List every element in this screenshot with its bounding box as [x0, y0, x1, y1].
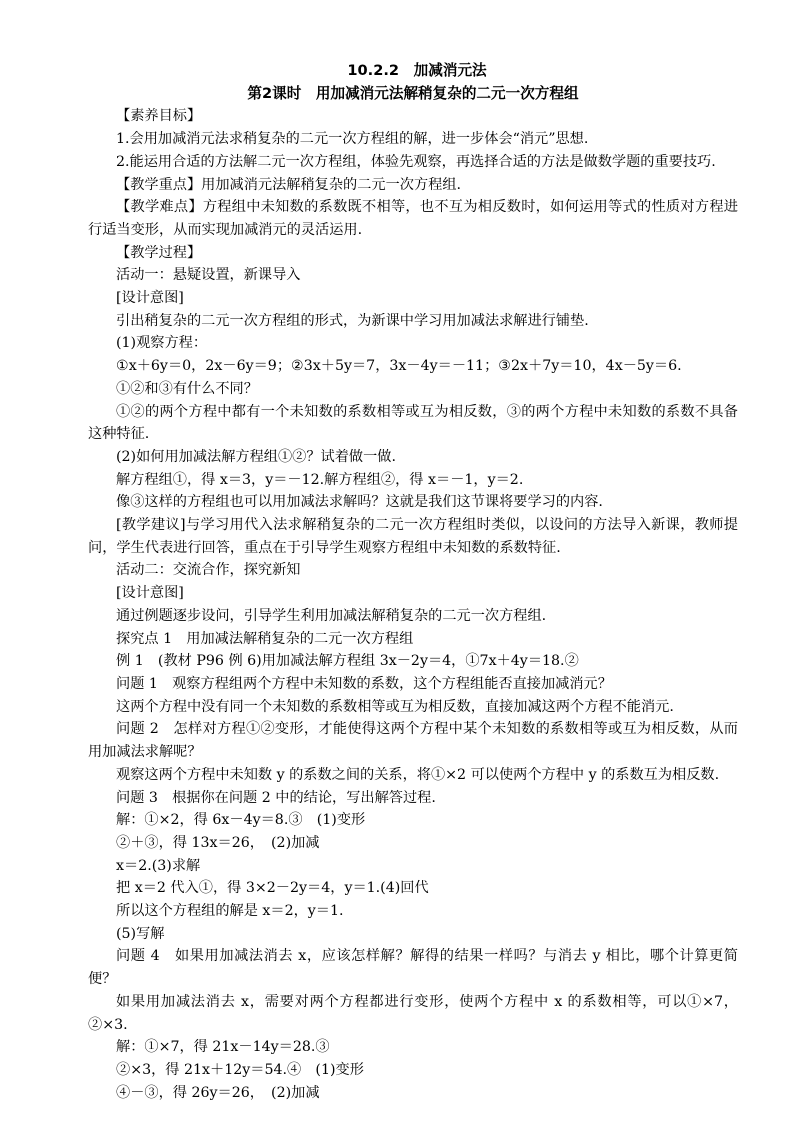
- section-title: 10.2.2 加减消元法: [347, 62, 487, 79]
- paragraph: 问题 3 根据你在问题 2 中的结论，写出解答过程.: [116, 789, 436, 806]
- paragraph: ②×3，得 21x＋12y＝54.④ (1)变形: [116, 1061, 364, 1078]
- paragraph: [教学建议]与学习用代入法求解稍复杂的二元一次方程组时类似，以设问的方法导入新课，教师提问，学生代表进行回答，重点在于引导学生观察方程组中未知数的系数特征.: [88, 517, 738, 556]
- paragraph: 探究点 1 用加减法解稍复杂的二元一次方程组: [116, 630, 414, 647]
- paragraph: ④－③，得 26y＝26， (2)加减: [116, 1084, 320, 1101]
- paragraph: 例 1 (教材 P96 例 6)用加减法解方程组 3x－2y＝4，①7x＋4y＝18.②: [116, 653, 579, 670]
- paragraph: 1.会用加减消元法求稍复杂的二元一次方程组的解，进一步体会“消元”思想.: [116, 131, 589, 148]
- paragraph: 【素养目标】: [116, 108, 202, 125]
- document-body: [88, 105, 738, 1104]
- paragraph: 把 x＝2 代入①，得 3×2－2y＝4，y＝1.(4)回代: [116, 880, 429, 897]
- paragraph: ①②和③有什么不同？: [116, 380, 258, 397]
- paragraph: x＝2.(3)求解: [116, 857, 201, 874]
- paragraph: 观察这两个方程中未知数 y 的系数之间的关系，将①×2 可以使两个方程中 y 的系数互为相反数.: [116, 766, 720, 783]
- paragraph: (1)观察方程：: [116, 335, 208, 352]
- paragraph: 解：①×2，得 6x－4y＝8.③ (1)变形: [116, 812, 366, 829]
- paragraph: 如果用加减法消去 x，需要对两个方程都进行变形，使两个方程中 x 的系数相等，可以①×7，②×3.: [88, 993, 738, 1033]
- paragraph: 通过例题逐步设问，引导学生利用加减法解稍复杂的二元一次方程组.: [116, 607, 547, 624]
- paragraph: 所以这个方程组的解是 x＝2，y＝1.: [116, 903, 344, 920]
- lesson-title: 第2课时 用加减消元法解稍复杂的二元一次方程组: [247, 84, 579, 102]
- document-page: [88, 60, 738, 1104]
- paragraph: 2.能运用合适的方法解二元一次方程组，体验先观察，再选择合适的方法是做数学题的重要技巧.: [116, 153, 716, 170]
- paragraph: 这两个方程中没有同一个未知数的系数相等或互为相反数，直接加减这两个方程不能消元.: [116, 698, 674, 715]
- paragraph: 问题 1 观察方程组两个方程中未知数的系数，这个方程组能否直接加减消元？: [116, 675, 612, 692]
- paragraph: ①x＋6y＝0，2x－6y＝9；②3x＋5y＝7，3x－4y＝－11；③2x＋7y＝10，4x－5y＝6.: [116, 358, 682, 375]
- paragraph: [设计意图]: [116, 290, 184, 307]
- paragraph: [设计意图]: [116, 585, 184, 602]
- paragraph: 【教学重点】用加减消元法解稍复杂的二元一次方程组.: [116, 176, 462, 193]
- paragraph: 【教学过程】: [116, 244, 202, 261]
- paragraph: 问题 2 怎样对方程①②变形，才能使得这两个方程中某个未知数的系数相等或互为相反数，从而用加减法求解呢？: [88, 721, 738, 761]
- paragraph: ①②的两个方程中都有一个未知数的系数相等或互为相反数，③的两个方程中未知数的系数不具备这种特征.: [88, 403, 738, 443]
- paragraph: 【教学难点】方程组中未知数的系数既不相等，也不互为相反数时，如何运用等式的性质对方程进行适当变形，从而实现加减消元的灵活运用.: [88, 199, 738, 238]
- paragraph: 引出稍复杂的二元一次方程组的形式，为新课中学习用加减法求解进行铺垫.: [116, 312, 589, 329]
- paragraph: 问题 4 如果用加减法消去 x，应该怎样解？解得的结果一样吗？与消去 y 相比，哪个计算更简便？: [88, 948, 738, 988]
- paragraph: (2)如何用加减法解方程组①②？试着做一做.: [116, 448, 396, 465]
- paragraph: 像③这样的方程组也可以用加减法求解吗？这就是我们这节课将要学习的内容.: [116, 494, 603, 511]
- paragraph: (5)写解: [116, 925, 165, 942]
- paragraph: ②＋③，得 13x＝26， (2)加减: [116, 834, 320, 851]
- paragraph: 解方程组①，得 x＝3，y＝－12.解方程组②，得 x＝－1，y＝2.: [116, 471, 524, 488]
- paragraph: 活动一：悬疑设置，新课导入: [116, 267, 301, 284]
- paragraph: 解：①×7，得 21x－14y＝28.③: [116, 1039, 330, 1056]
- paragraph: 活动二：交流合作，探究新知: [116, 562, 301, 579]
